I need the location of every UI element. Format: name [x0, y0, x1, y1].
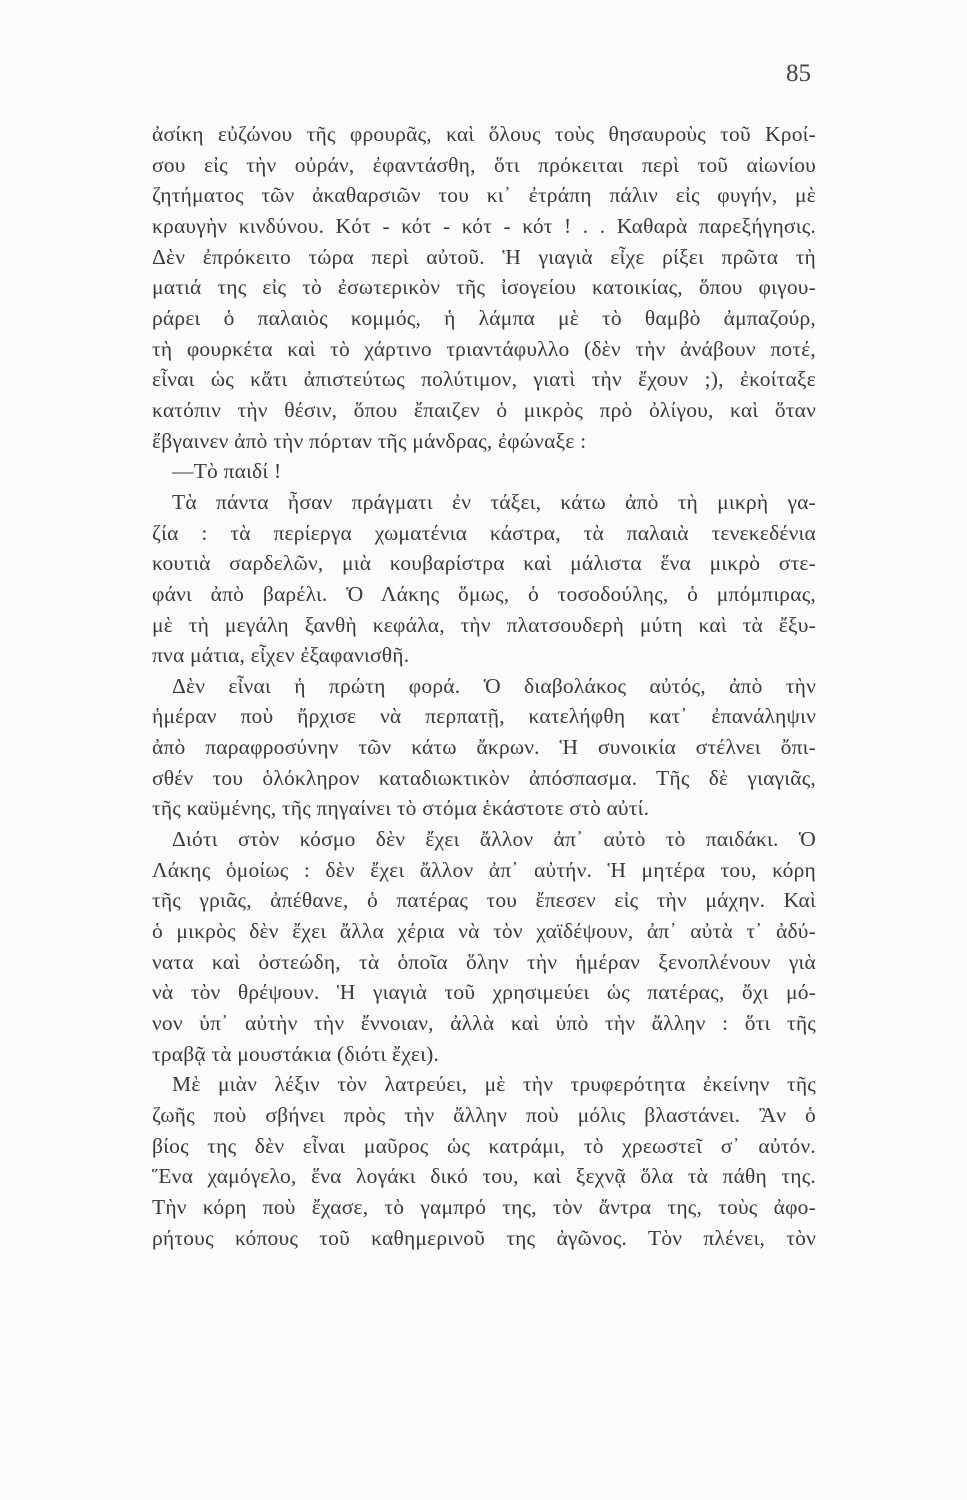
text-line: ἀπὸ παραφροσύνην τῶν κάτω ἄκρων. Ἡ συνοικία στέλνει ὄπι- [152, 735, 816, 760]
text-line: κουτιὰ σαρδελῶν, μιὰ κουβαρίστρα καὶ μάλιστα ἕνα μικρὸ στε- [152, 551, 816, 576]
text-line: τῆς καϋμένης, τῆς πηγαίνει τὸ στόμα ἑκάστοτε στὸ αὐτί. [152, 796, 650, 821]
text-line: νατα καὶ ὀστεώδη, τὰ ὁποῖα ὅλην τὴν ἡμέραν ξενοπλένουν γιὰ [152, 949, 816, 974]
text-line: πνα μάτια, εἶχεν ἐξαφανισθῆ. [152, 643, 410, 668]
text-line: ράρει ὁ παλαιὸς κομμός, ἡ λάμπα μὲ τὸ θαμβὸ ἀμπαζούρ, [152, 305, 816, 330]
text-line: νον ὑπ᾿ αὐτὴν τὴν ἔννοιαν, ἀλλὰ καὶ ὑπὸ τὴν ἄλλην : ὅτι τῆς [152, 1011, 816, 1036]
text-line: τῆς γριᾶς, ἀπέθανε, ὁ πατέρας του ἔπεσεν εἰς τὴν μάχην. Καὶ [152, 888, 816, 913]
text-line: σου εἰς τὴν οὐράν, ἐφαντάσθη, ὅτι πρόκειται περὶ τοῦ αἰωνίου [152, 152, 816, 177]
text-line: ματιά της εἰς τὸ ἐσωτερικὸν τῆς ἰσογείου κατοικίας, ὅπου φιγου- [152, 275, 816, 300]
text-line: ζωῆς ποὺ σβήνει πρὸς τὴν ἄλλην ποὺ μόλις βλαστάνει. Ἂν ὁ [152, 1103, 816, 1127]
text-line: Μὲ μιὰν λέξιν τὸν λατρεύει, μὲ τὴν τρυφερότητα ἐκείνην τῆς [172, 1072, 816, 1097]
text-line: βίος της δὲν εἶναι μαῦρος ὡς κατράμι, τὸ χρεωστεῖ σ᾿ αὐτόν. [152, 1133, 816, 1158]
page-number: 85 [786, 60, 811, 87]
text-line: Λάκης ὁμοίως : δὲν ἔχει ἄλλον ἀπ᾿ αὐτήν. Ἡ μητέρα του, κόρη [152, 857, 816, 882]
text-line: Τὴν κόρη ποὺ ἔχασε, τὸ γαμπρό της, τὸν ἄντρα της, τοὺς ἀφο- [152, 1194, 816, 1219]
text-line: Τὰ πάντα ἦσαν πράγματι ἐν τάξει, κάτω ἀπὸ τὴ μικρὴ γα- [172, 489, 816, 514]
text-line: σθέν του ὁλόκληρον καταδιωκτικὸν ἀπόσπασμα. Τῆς δὲ γιαγιᾶς, [152, 765, 816, 790]
text-line: ὁ μικρὸς δὲν ἔχει ἄλλα χέρια νὰ τὸν χαϊδέψουν, ἀπ᾿ αὐτὰ τ᾿ ἀδύ- [152, 919, 816, 944]
body-text [152, 119, 816, 1253]
text-line: νὰ τὸν θρέψουν. Ἡ γιαγιὰ τοῦ χρησιμεύει ὡς πατέρας, ὄχι μό- [152, 980, 816, 1005]
text-line: ἀσίκη εὐζώνου τῆς φρουρᾶς, καὶ ὅλους τοὺς θησαυροὺς τοῦ Κροί- [152, 122, 816, 146]
text-line: τραβᾷ τὰ μουστάκια (διότι ἔχει). [152, 1041, 440, 1066]
text-line: Δὲν εἶναι ἡ πρώτη φορά. Ὁ διαβολάκος αὐτός, ἀπὸ τὴν [172, 673, 816, 698]
text-line: φάνι ἀπὸ βαρέλι. Ὁ Λάκης ὅμως, ὁ τοσοδούλης, ὁ μπόμπιρας, [152, 581, 816, 606]
text-line: ἡμέραν ποὺ ἤρχισε νὰ περπατῇ, κατελήφθη κατ᾿ ἐπανάληψιν [152, 704, 816, 729]
text-line: κατόπιν τὴν θέσιν, ὅπου ἔπαιζεν ὁ μικρὸς πρὸ ὀλίγου, καὶ ὅταν [152, 397, 816, 422]
text-line: ζία : τὰ περίεργα χωματένια κάστρα, τὰ παλαιὰ τενεκεδένια [152, 520, 816, 545]
text-line: Ἕνα χαμόγελο, ἕνα λογάκι δικό του, καὶ ξεχνᾷ ὅλα τὰ πάθη της. [152, 1164, 816, 1189]
text-line: —Τὸ παιδί ! [172, 459, 282, 484]
text-line: Δὲν ἐπρόκειτο τώρα περὶ αὐτοῦ. Ἡ γιαγιὰ εἶχε ρίξει πρῶτα τὴ [152, 244, 816, 269]
text-line: εἶναι ὡς κἄτι ἀπιστεύτως πολύτιμον, γιατὶ τὴν ἔχουν ;), ἐκοίταξε [152, 367, 816, 392]
text-line: μὲ τὴ μεγάλη ξανθὴ κεφάλα, τὴν πλατσουδερὴ μύτη καὶ τὰ ἔξυ- [152, 612, 816, 637]
text-line: ρήτους κόπους τοῦ καθημερινοῦ της ἀγῶνος. Τὸν πλένει, τὸν [152, 1225, 816, 1250]
text-line: ἔβγαινεν ἀπὸ τὴν πόρταν τῆς μάνδρας, ἐφώναξε : [152, 428, 587, 453]
text-line: Διότι στὸν κόσμο δὲν ἔχει ἄλλον ἀπ᾿ αὐτὸ τὸ παιδάκι. Ὁ [172, 827, 816, 852]
text-line: ζητήματος τῶν ἀκαθαρσιῶν του κι᾿ ἐτράπη πάλιν εἰς φυγήν, μὲ [152, 183, 816, 208]
text-line: κραυγὴν κινδύνου. Κότ - κότ - κότ - κότ ! . . Καθαρὰ παρεξήγησις. [152, 213, 816, 238]
text-line: τὴ φουρκέτα καὶ τὸ χάρτινο τριαντάφυλλο (δὲν τὴν ἀνάβουν ποτέ, [152, 336, 816, 361]
